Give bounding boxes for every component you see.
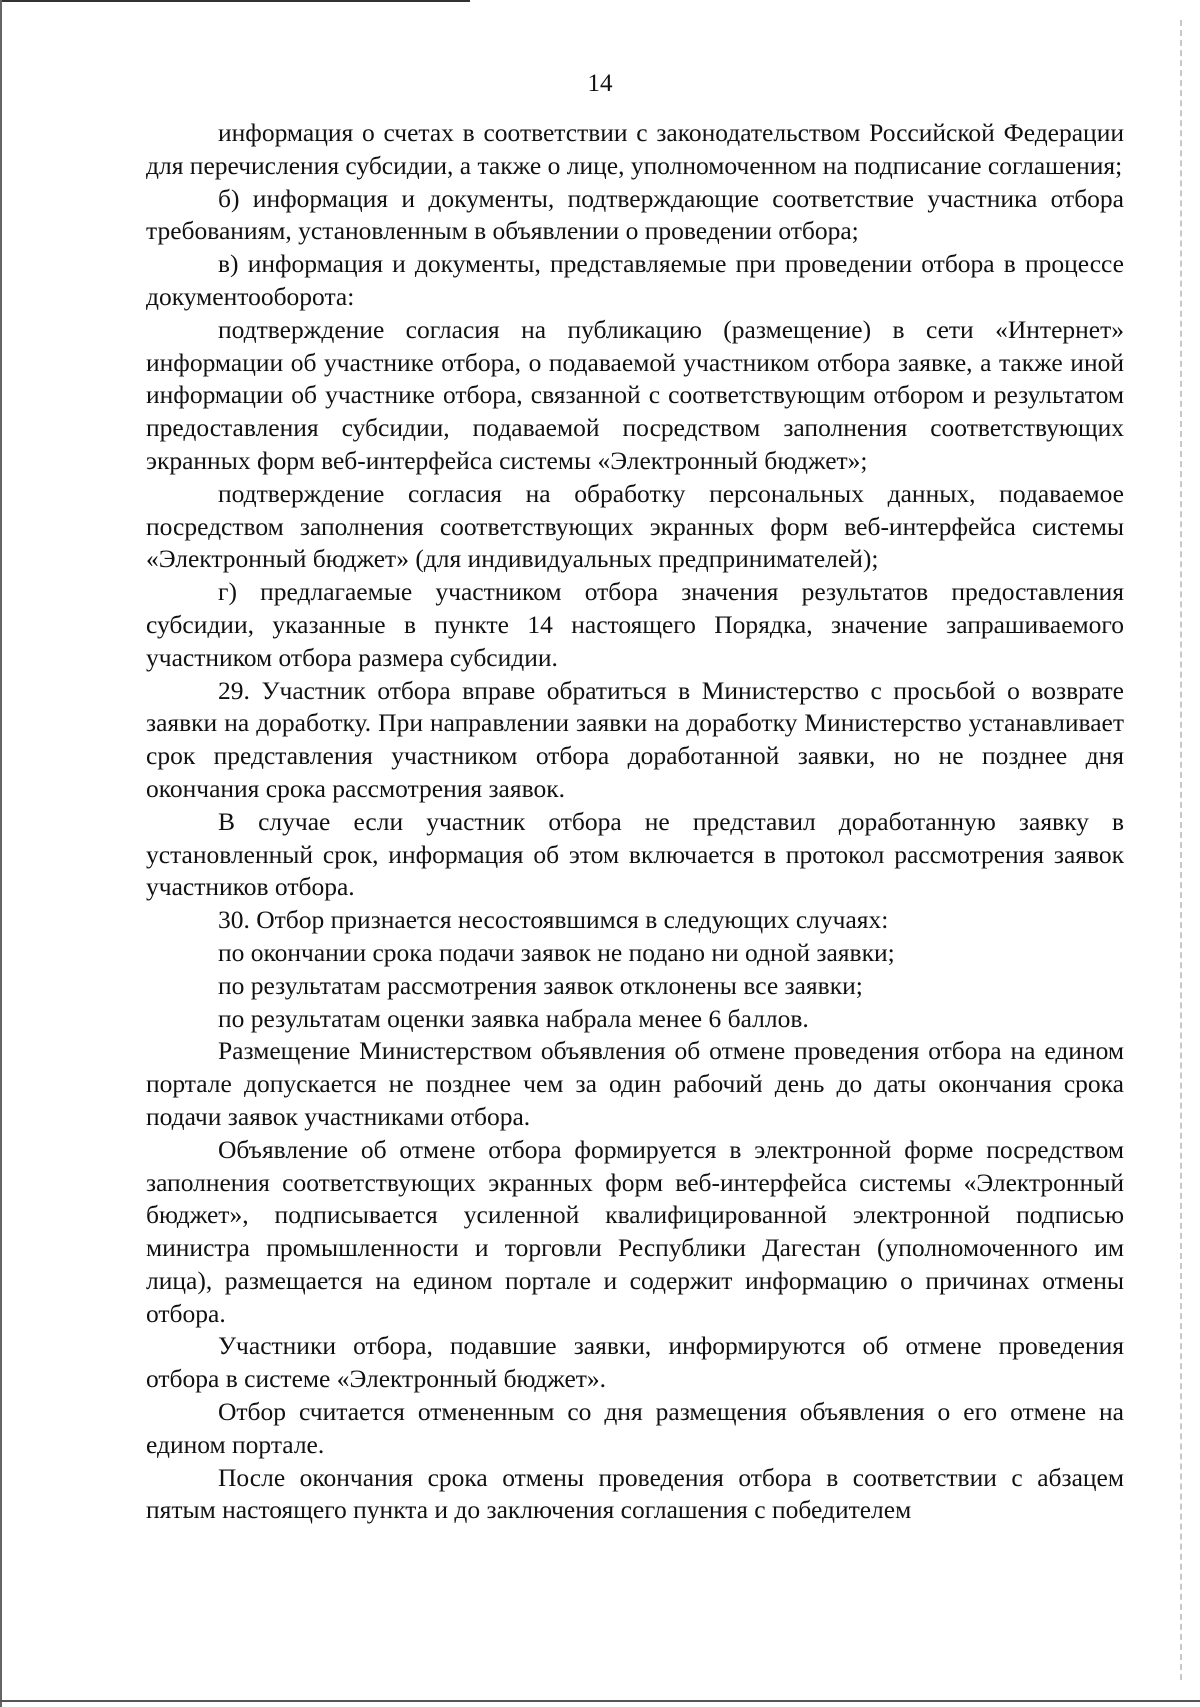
paragraph-cancellation-form: Объявление об отмене отбора формируется в электронной форме посредством заполнения соответствующих экранных форм веб-интерфейса системы «Электронный бюджет», подписывается усиленной квалифицированной электронной подписью министра промышленности и торговли Республики Дагестан (уполномоченного им лица), размещается на едином портале и содержит информацию о причинах отмены отбора.: [146, 1134, 1124, 1328]
paragraph-publication-consent: подтверждение согласия на публикацию (размещение) в сети «Интернет» информации об участнике отбора, о подаваемой участником отбора заявке, а также иной информации об участнике отбора, связанной с соответствующим отбором и результатом предоставления субсидии, подаваемой посредством заполнения соответствующих экранных форм веб-интерфейса системы «Электронный бюджет»;: [146, 314, 1124, 475]
paragraph-cancellation-posting: Размещение Министерством объявления об отмене проведения отбора на едином портале допускается не позднее чем за один рабочий день до даты окончания срока подачи заявок участниками отбора.: [146, 1036, 1124, 1131]
page-number: 14: [587, 70, 613, 97]
document-body: [146, 117, 1124, 1527]
list-item-low-score: по результатам оценки заявка набрала менее 6 баллов.: [218, 1003, 809, 1033]
paragraph-item-b: б) информация и документы, подтверждающие соответствие участника отбора требованиям, установленным в объявлении о проведении отбора;: [146, 183, 1124, 246]
scan-bottom-line: [0, 1700, 1200, 1702]
paragraph-item-v: в) информация и документы, представляемые при проведении отбора в процессе документооборота:: [146, 249, 1124, 311]
scan-right-edge: [1180, 20, 1182, 1680]
paragraph-account-info: информация о счетах в соответствии с законодательством Российской Федерации для перечисления субсидии, а также о лице, уполномоченном на подписание соглашения;: [146, 118, 1124, 180]
paragraph-after-cancellation: После окончания срока отмены проведения отбора в соответствии с абзацем пятым настоящего пункта и до заключения соглашения с победителем: [146, 1462, 1124, 1525]
paragraph-clause-30: 30. Отбор признается несостоявшимся в следующих случаях:: [218, 905, 889, 935]
paragraph-cancelled-date: Отбор считается отмененным со дня размещения объявления о его отмене на едином портале.: [146, 1397, 1124, 1459]
paragraph-personal-data-consent: подтверждение согласия на обработку персональных данных, подаваемое посредством заполнения соответствующих экранных форм веб-интерфейса системы «Электронный бюджет» (для индивидуальных предпринимателей);: [146, 478, 1124, 574]
scan-left-edge: [0, 0, 2, 1707]
scan-top-line: [0, 0, 470, 2]
paragraph-clause-29: 29. Участник отбора вправе обратиться в Министерство с просьбой о возврате заявки на доработку. При направлении заявки на доработку Министерство устанавливает срок представления участником отбора доработанной заявки, но не позднее дня окончания срока рассмотрения заявок.: [146, 675, 1124, 803]
list-item-no-applications: по окончании срока подачи заявок не подано ни одной заявки;: [218, 937, 895, 967]
paragraph-participants-informed: Участники отбора, подавшие заявки, информируются об отмене проведения отбора в системе «Электронный бюджет».: [146, 1331, 1124, 1394]
list-item-all-rejected: по результатам рассмотрения заявок отклонены все заявки;: [218, 970, 863, 1000]
paragraph-item-g: г) предлагаемые участником отбора значения результатов предоставления субсидии, указанные в пункте 14 настоящего Порядка, значение запрашиваемого участником отбора размера субсидии.: [146, 577, 1124, 672]
paragraph-revised-application: В случае если участник отбора не представил доработанную заявку в установленный срок, информация об этом включается в протокол рассмотрения заявок участников отбора.: [146, 806, 1124, 902]
